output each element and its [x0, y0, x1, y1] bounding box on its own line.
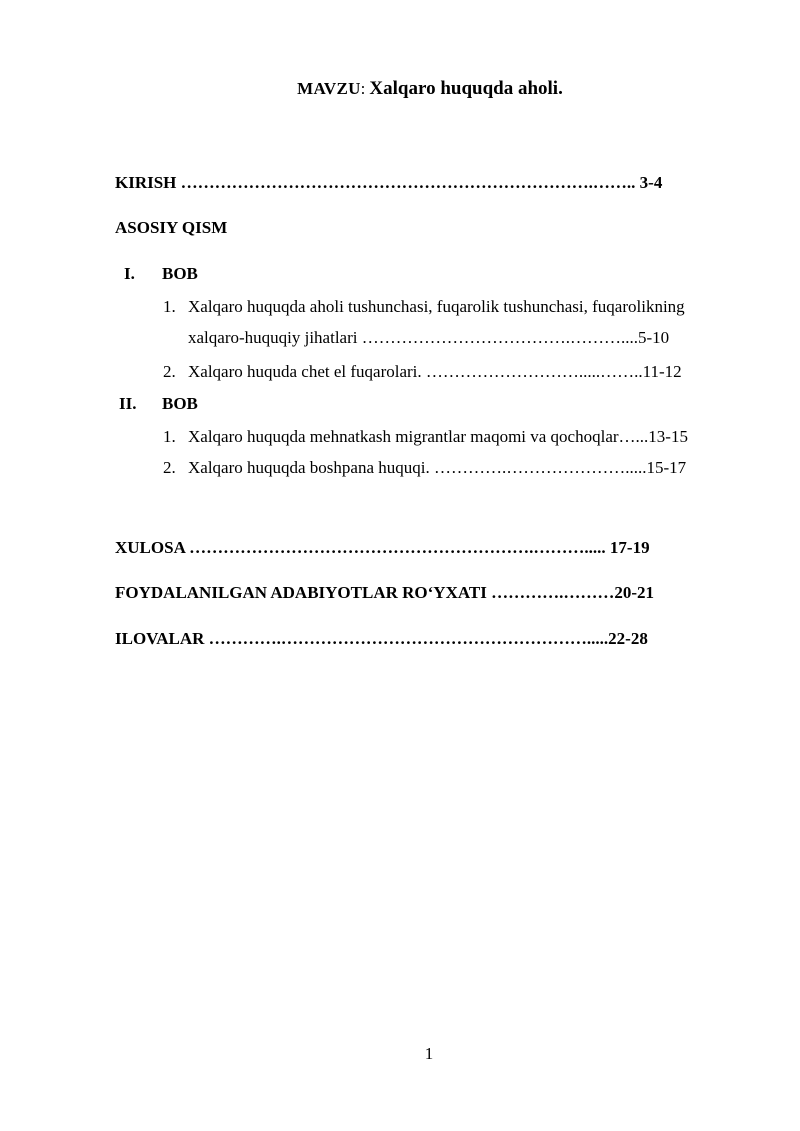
chapter-1-item-2-line-1: Xalqaro huquda chet el fuqarolari. ……………………….....……..11-12	[188, 362, 682, 381]
document-title	[0, 78, 800, 100]
chapter-1-roman: I.	[124, 264, 135, 283]
chapter-1-item-1-line-1: Xalqaro huquqda aholi tushunchasi, fuqarolik tushunchasi, fuqarolikning	[188, 297, 685, 316]
chapter-2-item-1-line-1: Xalqaro huquqda mehnatkash migrantlar maqomi va qochoqlar…...13-15	[188, 427, 688, 446]
chapter-2-item-2-number: 2.	[163, 458, 176, 477]
chapter-1-item-1-line-2: xalqaro-huquqiy jihatlari ……………………………….………....5-10	[188, 328, 670, 347]
chapter-2-item-2-line-1: Xalqaro huquqda boshpana huquqi. ………….………………….....15-17	[188, 458, 687, 477]
chapter-1-item-2-number: 2.	[163, 362, 176, 381]
toc-section-asosiy-qism: ASOSIY QISM	[115, 218, 228, 237]
chapter-2-label: BOB	[162, 394, 198, 413]
toc-entry-xulosa: XULOSA …………………………………………………….………..... 17-19	[115, 538, 650, 557]
page-number: 1	[424, 1044, 434, 1063]
chapter-1-label: BOB	[162, 264, 198, 283]
chapter-1-item-1-number: 1.	[163, 297, 176, 316]
toc-entry-ilovalar: ILOVALAR ………….……………………………………………….....22-28	[115, 629, 648, 648]
toc-entry-adabiyotlar: FOYDALANILGAN ADABIYOTLAR RO‘YXATI ………….………20-21	[115, 583, 654, 602]
title-label: MAVZU	[297, 79, 361, 98]
title-text: Xalqaro huquqda aholi.	[369, 78, 563, 99]
title-separator: :	[360, 79, 366, 98]
chapter-2-roman: II.	[119, 394, 137, 413]
chapter-2-item-1-number: 1.	[163, 427, 176, 446]
toc-entry-kirish: KIRISH ……………………………………………………………….…….. 3-4	[115, 173, 663, 192]
